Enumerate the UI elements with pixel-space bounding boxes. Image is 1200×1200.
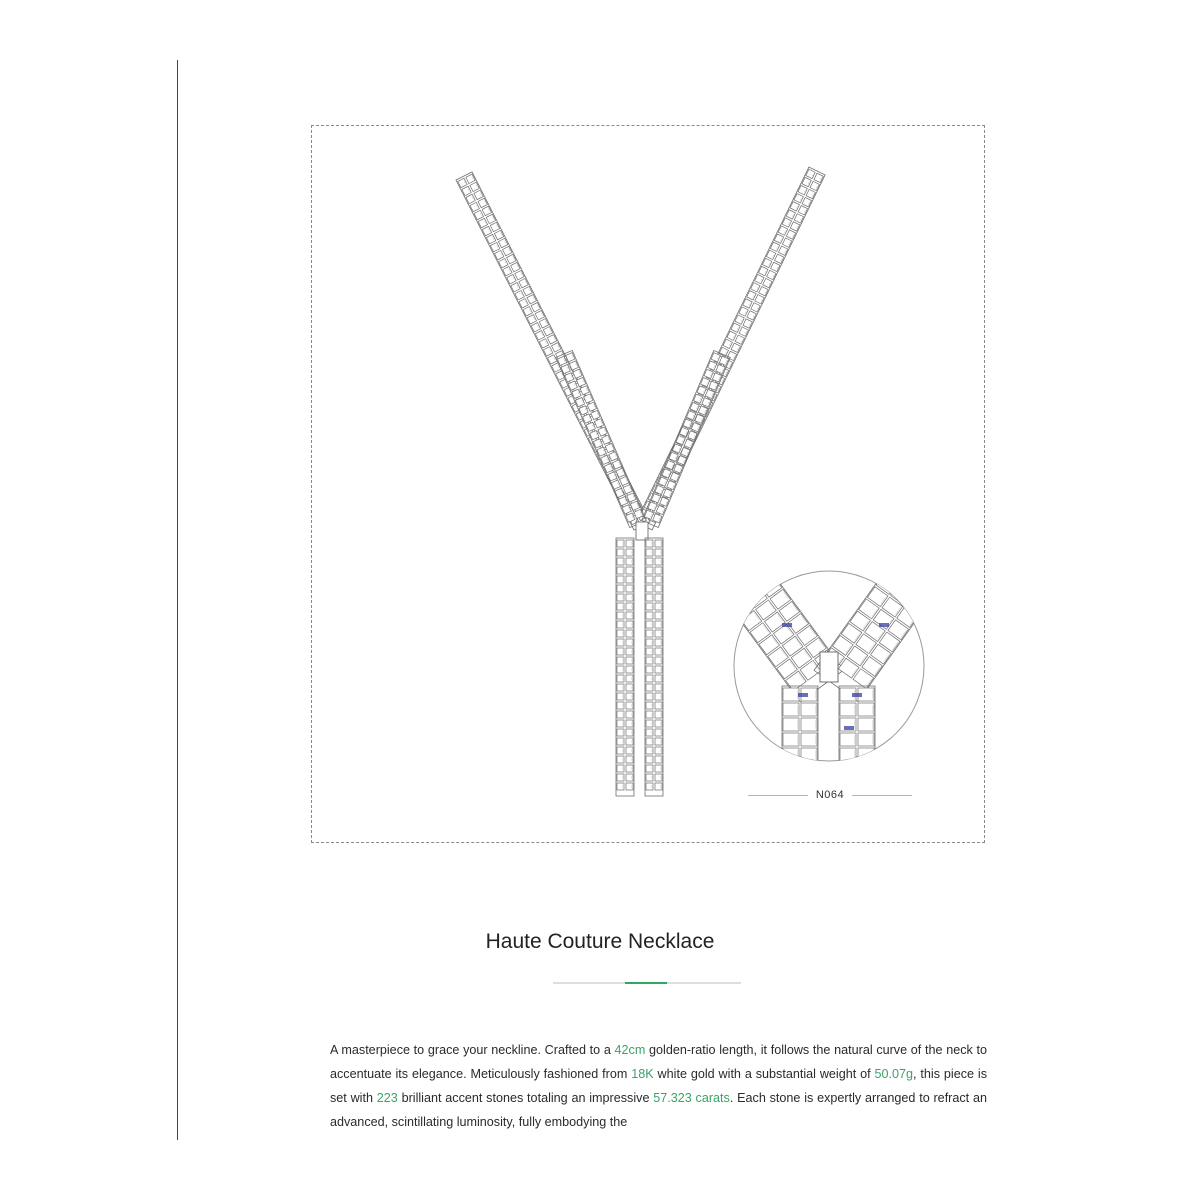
description-text: brilliant accent stones totaling an impressive <box>397 1091 654 1105</box>
product-description <box>330 1038 987 1134</box>
code-line-left <box>748 795 808 796</box>
metal-value: 18K <box>631 1067 654 1081</box>
description-text: A masterpiece to grace your neckline. Crafted to a <box>330 1043 615 1057</box>
stone-count-value: 223 <box>376 1091 398 1105</box>
description-text: . Each stone is expertly arranged to refract an advanced, scintillating luminosity, fully embodying the <box>330 1091 987 1129</box>
description-text: , this piece is set with <box>330 1067 987 1105</box>
title-divider-accent <box>625 982 667 984</box>
length-value: 42cm <box>614 1043 646 1057</box>
description-text: golden-ratio length, it follows the natural curve of the neck to accentuate its elegance. Meticulously fashioned from <box>330 1043 987 1081</box>
product-code-row <box>748 786 912 804</box>
title-divider <box>553 982 741 984</box>
code-line-right <box>852 795 912 796</box>
description-text: white gold with a substantial weight of <box>653 1067 875 1081</box>
page-margin-rule <box>177 60 178 1140</box>
product-code: N064 <box>815 789 845 801</box>
carat-value: 57.323 carats <box>653 1091 730 1105</box>
product-image-frame <box>311 125 985 843</box>
weight-value: 50.07g <box>874 1067 914 1081</box>
necklace-illustration <box>312 126 986 844</box>
magnified-detail-circle-icon <box>730 571 928 776</box>
product-title: Haute Couture Necklace <box>485 930 715 953</box>
